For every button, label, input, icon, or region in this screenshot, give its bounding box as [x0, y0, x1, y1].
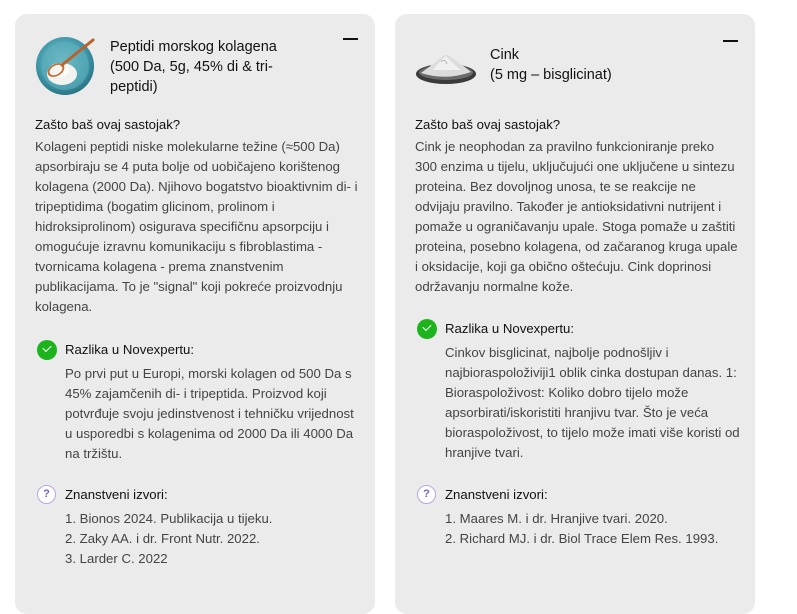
source-item: 2. Zaky AA. i dr. Front Nutr. 2022.	[65, 531, 260, 546]
minus-icon[interactable]	[720, 36, 740, 50]
minus-icon[interactable]	[340, 34, 360, 48]
why-section	[415, 116, 739, 297]
ingredient-dosage: (5 mg – bisglicinat)	[490, 67, 612, 83]
ingredient-dosage: (500 Da, 5g, 45% di & tri-peptidi)	[110, 59, 273, 95]
check-circle-icon	[37, 340, 57, 360]
collagen-powder-spoon-image	[35, 34, 97, 96]
why-text: Kolageni peptidi niske molekularne težine (≈500 Da) apsorbiraju se 4 puta bolje od uobičajeno korištenog kolagena (2000 Da). Njihovo bogatstvo bioaktivnim di- i tripeptidima (bogatim glicinom, prolinom i hidroksiprolinom) osigurava specifičnu apsorpciju i omogućuje izravnu komunikaciju s fibroblastima - tvornicama kolagena - prema znanstvenim publikacijama. To je "signal" koji pokreće proizvodnju kolagena.	[35, 139, 358, 314]
card-header[interactable]	[35, 34, 355, 98]
check-circle-icon	[417, 319, 437, 339]
difference-label: Razlika u Novexpertu:	[445, 321, 575, 336]
why-heading: Zašto baš ovaj sastojak?	[35, 117, 181, 132]
ingredient-name: Peptidi morskog kolagena	[110, 39, 277, 55]
difference-text: Po prvi put u Europi, morski kolagen od 500 Da s 45% zajamčenih di- i tripeptida. Proizvod koji potvrđuje svoju jedinstvenost i tehničku vrijednost u usporedbi s kolagenima od 2000 Da ili 4000 Da na tržištu.	[65, 366, 354, 461]
ingredient-card-collagen	[15, 14, 375, 614]
question-circle-icon: ?	[417, 485, 436, 504]
why-text: Cink je neophodan za pravilno funkcioniranje preko 300 enzima u tijelu, uključujući one uključene u sintezu proteina. Bez dovoljnog unosa, te se reakcije ne odvijaju pravilno. Također je antioksidativni nutrijent i pomaže u ograničavanju upale. Stoga pomaže u zaštiti proteina, posebno kolagena, od začaranog kruga upale i oksidacije, koji ga obično oštećuju. Cink doprinosi održavanju normalne kože.	[415, 139, 738, 294]
source-item: 1. Maares M. i dr. Hranjive tvari. 2020.	[445, 511, 668, 526]
difference-text: Cinkov bisglicinat, najbolje podnošljiv i najbioraspoloživiji1 oblik cinka dostupan danas. 1: Bioraspoloživost: Koliko dobro tijelo može apsorbirati/iskoristiti hranjivu tvar. Što je veća bioraspoloživost, to tijelo može imati više koristi od hranjive tvari.	[445, 345, 740, 460]
card-header[interactable]	[415, 34, 735, 98]
ingredient-title	[490, 45, 690, 85]
difference-section	[415, 319, 743, 463]
sources-section	[35, 485, 363, 569]
sources-section	[415, 485, 743, 549]
ingredient-card-zinc	[395, 14, 755, 614]
ingredient-title	[110, 37, 310, 97]
sources-label: Znanstveni izvori:	[445, 487, 548, 502]
ingredient-name: Cink	[490, 47, 520, 63]
why-heading: Zašto baš ovaj sastojak?	[415, 117, 561, 132]
sources-label: Znanstveni izvori:	[65, 487, 168, 502]
source-item: 1. Bionos 2024. Publikacija u tijeku.	[65, 511, 273, 526]
difference-section	[35, 340, 363, 464]
difference-label: Razlika u Novexpertu:	[65, 342, 195, 357]
source-item: 2. Richard MJ. i dr. Biol Trace Elem Res. 1993.	[445, 531, 719, 546]
sources-list	[445, 509, 743, 549]
why-section	[35, 116, 359, 317]
zinc-powder-dish-image	[415, 34, 477, 96]
question-circle-icon: ?	[37, 485, 56, 504]
sources-list	[65, 509, 363, 569]
source-item: 3. Larder C. 2022	[65, 551, 168, 566]
